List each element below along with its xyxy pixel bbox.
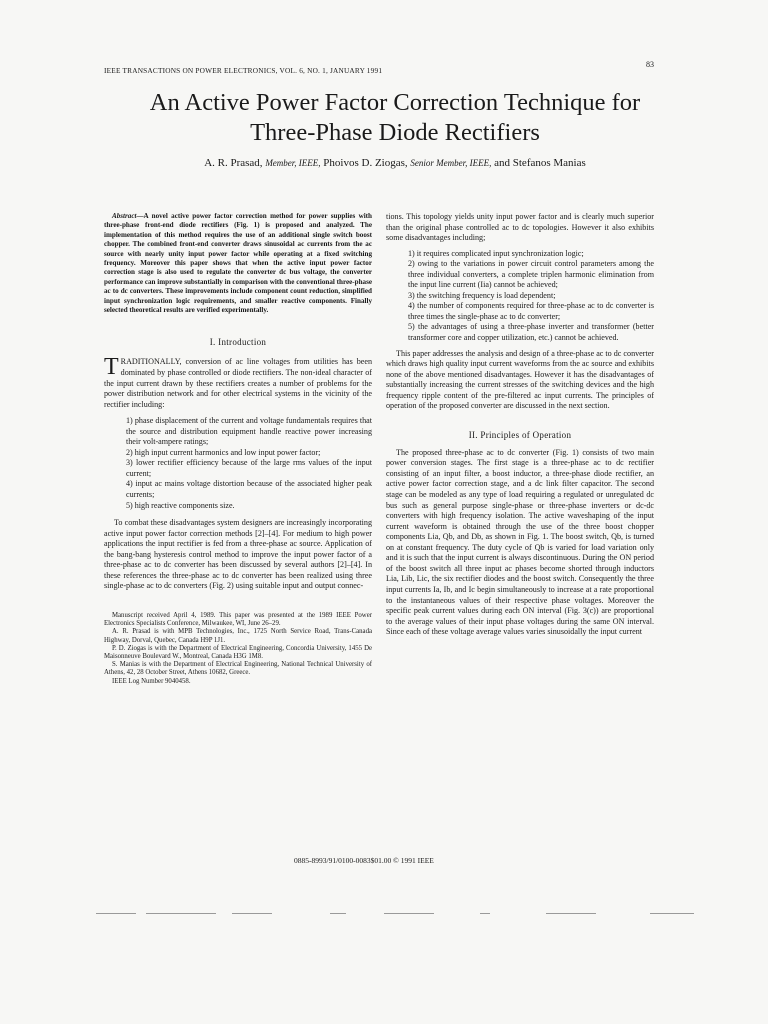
author-name: A. R. Prasad, (204, 157, 263, 169)
author-role: Member, IEEE, (265, 158, 321, 168)
scan-artifact-line (480, 913, 490, 914)
scan-artifact-line (330, 913, 346, 914)
right-paragraph-2: This paper addresses the analysis and design of a three-phase ac to dc converter which draws high quality input current waveforms from the ac source and exhibits none of the above mentioned disadvantages. However it has the disadvantages of substantially increasing the current stresses of the switching devices and the high frequency ripple content of the pre-filtered ac input currents. The principles of operation of the proposed converter are discussed in the next section. (386, 348, 654, 411)
paper-title (60, 88, 730, 148)
intro-list (104, 416, 372, 511)
list-item: 2) high input current harmonics and low input power factor; (126, 447, 321, 457)
footnote: Manuscript received April 4, 1989. This paper was presented at the 1989 IEEE Power Electronics Specialists Conference, Milwaukee, WI, June 26–29. (104, 611, 372, 628)
abstract (104, 212, 372, 315)
scan-artifact-line (650, 913, 694, 914)
author-role: Senior Member, IEEE, (410, 158, 492, 168)
list-item: 4) input ac mains voltage distortion because of the associated higher peak currents; (126, 479, 372, 500)
section-heading-principles: II. Principles of Operation (468, 429, 572, 440)
right-column (386, 212, 654, 638)
author-name: Phoivos D. Ziogas, (323, 157, 408, 169)
principles-paragraph: The proposed three-phase ac to dc converter (Fig. 1) consists of two main power conversion stages. The first stage is a three-phase ac to dc rectifier consisting of an input filter, a boost inductor, a three-phase diode rectifier, an active power factor correction stage, and a dc link filter capacitor. The second stage can be modeled as any type of load requiring a regulated or unregulated dc bus such as general purpose single-phase or three-phase inverters or dc-dc converters with high frequency isolation. The active waveshaping of the input current waveform is obtained through the use of the three boost chopper components Lia, Qb, and Db, as shown in Fig. 1. The boost switch, Qb, is turned on at constant frequency. The duty cycle of Qb is varied for load variation only and it is such that the input current is always discontinuous. During the ON period of the boost switch all three input ac phases become shorted through inductors Lia, Lib, Lic, the six rectifier diodes and the boost switch. Consequently the three input currents Ia, Ib, and Ic begin simultaneously to increase at a rate proportional to the instantaneous values of their respective phase voltages. Moreover the specific peak current values during each ON interval (Fig. 3(c)) are proportional to the average values of their input phase voltages during the same ON interval. Since each of these voltage average values varies sinusoidally the input current (386, 447, 654, 637)
scan-artifact-line (546, 913, 596, 914)
scan-artifact-line (96, 913, 136, 914)
scan-artifact-line (232, 913, 272, 914)
intro-paragraph-2: To combat these disadvantages system designers are increasingly incorporating active input power factor correction methods [2]–[4]. For medium to high power applications the input rectifier is fed from a three-phase ac source. Application of the bang-bang hysteresis control method to improve the input power factor of a three-phase ac to dc converter has been discussed by several authors [2]–[4]. In these references the three-phase ac to dc converter has been realized using three single-phase ac to dc converters (Fig. 2) using suitable input and output connec- (104, 518, 372, 591)
footnote: S. Manias is with the Department of Electrical Engineering, National Technical University of Athens, 42, 28 October Street, Athens 10682, Greece. (104, 661, 372, 677)
copyright-line: 0885-8993/91/0100-0083$01.00 © 1991 IEEE (294, 856, 434, 865)
list-item: 1) phase displacement of the current and voltage fundamentals requires that the source and distribution equipment handle reactive power increasing their volt-ampere ratings; (126, 416, 372, 447)
title-line-1: An Active Power Factor Correction Technique for (149, 89, 641, 116)
page-number: 83 (646, 60, 654, 69)
list-item: 4) the number of components required for three-phase ac to dc converter is three times the single-phase ac to dc converter; (408, 301, 654, 321)
intro-paragraph-text: RADITIONALLY, conversion of ac line voltages from utilities has been dominated by phase controlled or diode rectifiers. The non-ideal character of the input current drawn by these rectifiers creates a number of problems for the power distribution network and for other electrical systems in the vicinity of the rectifier including: (104, 357, 372, 409)
list-item: 3) the switching frequency is load dependent; (408, 290, 556, 300)
disadvantages-list (386, 249, 654, 344)
running-head: IEEE TRANSACTIONS ON POWER ELECTRONICS, VOL. 6, NO. 1, JANUARY 1991 (104, 66, 383, 75)
intro-paragraph (104, 354, 372, 410)
right-paragraph-1: tions. This topology yields unity input power factor and is clearly much superior than the original phase controlled ac to dc topologies. However it also exhibits some disadvantages including; (386, 212, 654, 243)
footnote: A. R. Prasad is with MPB Technologies, Inc., 1725 North Service Road, Trans-Canada Highway, Dorval, Quebec, Canada H9P 1J1. (104, 628, 372, 644)
footnotes (104, 612, 372, 686)
scan-artifact-line (384, 913, 434, 914)
left-column (104, 212, 372, 686)
list-item: 3) lower rectifier efficiency because of the large rms values of the input current; (126, 458, 372, 478)
drop-cap: T (104, 354, 119, 381)
abstract-text: —A novel active power factor correction method for power supplies with three-phase front-end diode rectifiers (Fig. 1) is proposed and analyzed. The implementation of this method requires the use of an additional single switch boost chopper. The combined front-end converter draws sinusoidal ac currents from the ac source with nearly unity input power factor while operating at a fixed switching frequency. Moreover this paper shows that when the active input power factor correction stage is also used to regulate the converter dc bus voltage, the converter performance can improve substantially in comparison with the conventional three-phase ac to dc converters. These improvements include component count reduction, simplified input synchronization logic requirements, and smaller reactive components. Finally selected theoretical results are verified experimentally. (104, 212, 372, 315)
list-item: 2) owing to the variations in power circuit control parameters among the three individual converters, a complete triplen harmonic elimination from the input line current (Iia) cannot be achieved; (408, 259, 654, 290)
section-heading-introduction: I. Introduction (209, 337, 267, 348)
list-item: 1) it requires complicated input synchronization logic; (408, 248, 584, 258)
list-item: 5) high reactive components size. (126, 500, 235, 510)
footnote: IEEE Log Number 9040458. (112, 677, 191, 685)
author-list (60, 157, 730, 169)
footnote: P. D. Ziogas is with the Department of Electrical Engineering, Concordia University, 1455 De Maisonneuve Boulevard W., Montreal, Canada H3G 1M8. (104, 644, 372, 660)
author-name: and Stefanos Manias (494, 157, 586, 169)
list-item: 5) the advantages of using a three-phase inverter and transformer (better transformer core and copper utilization, etc.) cannot be achieved. (408, 322, 654, 343)
title-line-2: Three-Phase Diode Rectifiers (250, 119, 540, 146)
abstract-label: Abstract (112, 212, 137, 220)
scan-artifact-line (146, 913, 216, 914)
